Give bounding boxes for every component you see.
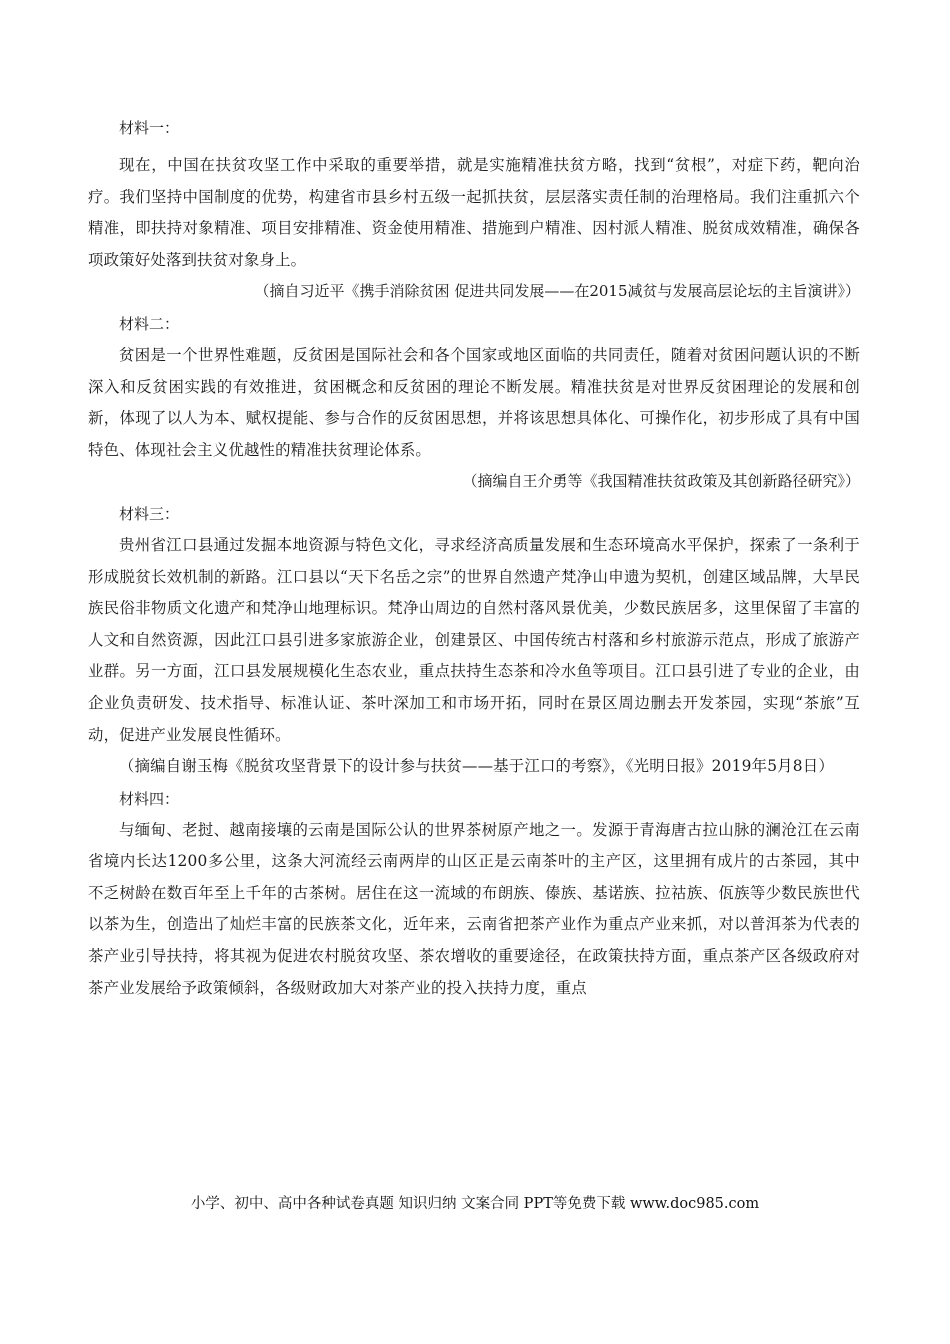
section-source-1: （摘自习近平《携手消除贫困 促进共同发展——在2015减贫与发展高层论坛的主旨演讲》） xyxy=(254,282,860,301)
section-body-4: 与缅甸、老挝、越南接壤的云南是国际公认的世界茶树原产地之一。发源于青海唐古拉山脉的澜沧江在云南省境内长达1200多公里，这条大河流经云南两岸的山区正是云南茶叶的主产区，这里拥有成片的古茶园，其中不乏树龄在数百年至上千年的古茶树。居住在这一流域的布朗族、傣族、基诺族、拉祜族、佤族等少数民族世代以茶为生，创造出了灿烂丰富的民族茶文化，近年来，云南省把茶产业作为重点产业来抓，对以普洱茶为代表的茶产业引导扶持，将其视为促进农村脱贫攻坚、茶农增收的重要途径，在政策扶持方面，重点茶产区各级政府对茶产业发展给予政策倾斜，各级财政加大对茶产业的投入扶持力度，重点 xyxy=(88,820,860,997)
page-footer: 小学、初中、高中各种试卷真题 知识归纳 文案合同 PPT等免费下载 www.doc985.com xyxy=(190,1196,760,1212)
document-page xyxy=(88,112,860,1004)
section-source-2: （摘编自王介勇等《我国精准扶贫政策及其创新路径研究》） xyxy=(462,472,860,491)
section-source-3: （摘编自谢玉梅《脱贫攻坚背景下的设计参与扶贫——基于江口的考察》，《光明日报》2019年5月8日） xyxy=(119,757,834,776)
section-body-2: 贫困是一个世界性难题，反贫困是国际社会和各个国家或地区面临的共同责任，随着对贫困问题认识的不断深入和反贫困实践的有效推进，贫困概念和反贫困的理论不断发展。精准扶贫是对世界反贫困理论的发展和创新，体现了以人为本、赋权提能、参与合作的反贫困思想，并将该思想具体化、可操作化，初步形成了具有中国特色、体现社会主义优越性的精准扶贫理论体系。 xyxy=(88,345,860,459)
section-heading-4: 材料四： xyxy=(119,789,180,808)
section-body-3: 贵州省江口县通过发掘本地资源与特色文化，寻求经济高质量发展和生态环境高水平保护，探索了一条利于形成脱贫长效机制的新路。江口县以“天下名岳之宗”的世界自然遗产梵净山申遗为契机，创建区域品牌，大旱民族民俗非物质文化遗产和梵净山地理标识。梵净山周边的自然村落风景优美，少数民族居多，这里保留了丰富的人文和自然资源，因此江口县引进多家旅游企业，创建景区、中国传统古村落和乡村旅游示范点，形成了旅游产业群。另一方面，江口县发展规模化生态农业，重点扶持生态茶和冷水鱼等项目。江口县引进了专业的企业，由企业负责研发、技术指导、标准认证、茶叶深加工和市场开拓，同时在景区周边删去开发茶园，实现“茶旅”互动，促进产业发展良性循环。 xyxy=(88,535,860,744)
section-heading-2: 材料二： xyxy=(119,314,180,333)
section-body-1: 现在，中国在扶贫攻坚工作中采取的重要举措，就是实施精准扶贫方略，找到“贫根”，对症下药，靶向治疗。我们坚持中国制度的优势，构建省市县乡村五级一起抓扶贫，层层落实责任制的治理格局。我们注重抓六个精准，即扶持对象精准、项目安排精准、资金使用精准、措施到户精准、因村派人精准、脱贫成效精准，确保各项政策好处落到扶贫对象身上。 xyxy=(88,156,860,269)
section-heading-1: 材料一： xyxy=(119,119,180,137)
section-heading-3: 材料三： xyxy=(119,504,180,523)
